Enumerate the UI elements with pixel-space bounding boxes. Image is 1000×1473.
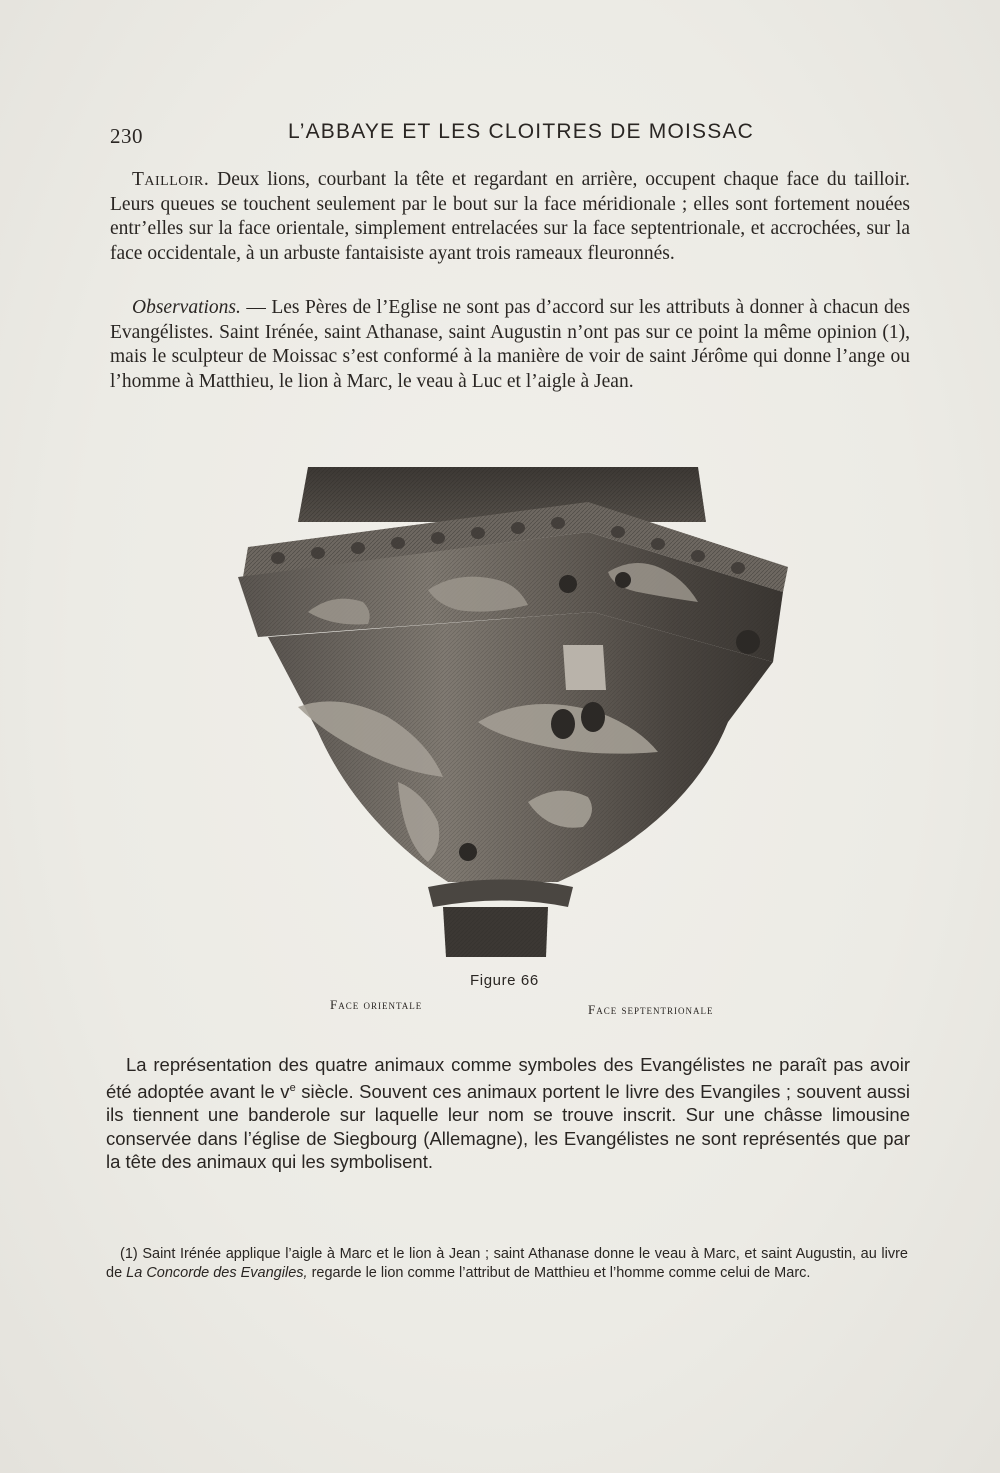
superscript: e: [289, 1081, 296, 1094]
capital-engraving: [228, 462, 788, 962]
footnote: [106, 1245, 908, 1282]
paragraph-observations: [110, 296, 910, 394]
footnote-book-title: La Concorde des Evangiles,: [126, 1264, 308, 1281]
paragraph-lead: Observations.: [132, 297, 241, 318]
paragraph-body: Deux lions, courbant la tête et regardant en arrière, occupent chaque face du tailloir. Leurs queues se touchent seulement par le bout sur la face méridionale ; elles sont fortement nouées entr’elles sur la face orientale, simplement entrelacées sur la face septentrionale, et accrochées, sur la face occidentale, à un arbuste fantaisiste ayant trois rameaux fleuronnés.: [110, 169, 910, 264]
figure-caption: Figure 66: [470, 972, 539, 989]
figure-label-right: Face septentrionale: [588, 1002, 714, 1017]
paragraph-body-end: siècle. Souvent ces animaux portent le livre des Evangiles ; souvent aussi ils tiennent une banderole sur laquelle leur nom se trouve inscrit. Sur une châsse limousine conservée dans l’église de Siegbourg (Allemagne), les Evangélistes ne sont représentés que par la tête des animaux qui les symbolisent.: [106, 1080, 910, 1173]
paragraph-lead: Tailloir.: [132, 169, 210, 190]
footnote-text-start: (1) Saint Irénée applique l’aigle à Marc et le lion à Jean ; saint Athanase donne le veau à Marc, et saint Augustin, au livre de: [106, 1246, 908, 1281]
paragraph-body-start: La représentation des quatre animaux comme symboles des Evangélistes ne paraît pas avoir été adoptée avant le v: [106, 1054, 910, 1102]
paragraph-body: — Les Pères de l’Eglise ne sont pas d’accord sur les attributs à donner à chacun des Evangélistes. Saint Irénée, saint Athanase, saint Augustin n’ont pas sur ce point la même opinion (1), mais le sculpteur de Moissac s’est conformé à la manière de voir de saint Jérôme qui donne l’ange ou l’homme à Matthieu, le lion à Marc, le veau à Luc et l’aigle à Jean.: [110, 297, 910, 392]
figure-label-left: Face orientale: [330, 997, 423, 1012]
paragraph-tailloir: [110, 168, 910, 266]
page-number: 230: [110, 124, 143, 148]
capital-illustration: [228, 462, 788, 962]
page-header: [110, 120, 910, 150]
running-title: L’ABBAYE ET LES CLOITRES DE MOISSAC: [288, 120, 755, 143]
paragraph-symbols: [106, 1053, 910, 1174]
footnote-text-end: regarde le lion comme l’attribut de Matthieu et l’homme comme celui de Marc.: [307, 1264, 811, 1281]
